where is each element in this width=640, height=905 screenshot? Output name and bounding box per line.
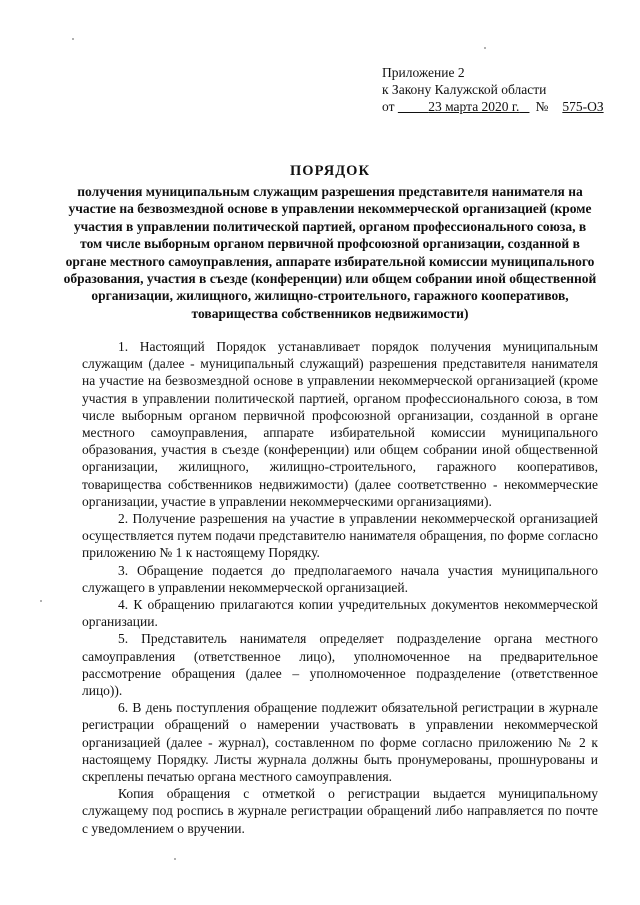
appendix-law-reference: к Закону Калужской области <box>382 82 547 97</box>
law-date <box>398 99 530 114</box>
from-label: от <box>382 99 395 114</box>
paragraph-5: 5. Представитель нанимателя определяет подразделение органа местного самоуправления (ответственное лицо), уполномоченное на предварительное рассмотрение обращения (далее – уполномоченное подразделение (ответственное лицо)). <box>82 631 598 699</box>
paragraph-2: 2. Получение разрешения на участие в управлении некоммерческой организацией осуществляется путем подачи представителю нанимателя обращения, по форме согласно приложению № 1 к настоящему Порядку. <box>82 511 598 561</box>
appendix-block <box>382 64 604 115</box>
document-body <box>82 338 598 837</box>
scan-speck <box>484 47 486 49</box>
document-heading <box>62 163 598 322</box>
paragraph-6: 6. В день поступления обращение подлежит обязательной регистрации в журнале регистрации обращений о намерении участвовать в управлении некоммерческой организацией (далее - журнал), составленном по форме согласно приложению № 2 к настоящему Порядку. Листы журнала должны быть пронумерованы, прошнурованы и скреплены печатью органа местного самоуправления. <box>82 700 598 785</box>
document-title: ПОРЯДОК <box>290 163 370 179</box>
paragraph-3: 3. Обращение подается до предполагаемого начала участия муниципального служащего в управлении некоммерческой организацией. <box>82 562 598 595</box>
paragraph-7: Копия обращения с отметкой о регистрации выдается муниципальному служащему под роспись в журнале регистрации обращений либо направляется по почте с уведомлением о вручении. <box>82 786 598 836</box>
appendix-date-line <box>382 98 604 115</box>
appendix-title: Приложение 2 <box>382 65 465 80</box>
scan-speck <box>72 38 74 40</box>
law-date-value: 23 марта 2020 г. <box>428 99 520 114</box>
number-label: № <box>535 99 549 114</box>
paragraph-4: 4. К обращению прилагаются копии учредительных документов некоммерческой организации. <box>82 597 598 630</box>
document-subtitle: получения муниципальным служащим разрешения представителя нанимателя на участие на безвозмездной основе в управлении некоммерческой организацией (кроме участия в управлении политической партией, органом профессионального союза, в том числе выборным органом первичной профсоюзной организации, созданной в органе местного самоуправления, аппарате избирательной комиссии муниципального образования, участия в съезде (конференции) или общем собрании иной общественной организации, жилищного, жилищно-строительного, гаражного кооперативов, товарищества собственников недвижимости) <box>63 184 597 321</box>
scan-speck <box>40 600 42 602</box>
scan-speck <box>174 858 176 860</box>
law-number: 575-ОЗ <box>562 99 604 114</box>
paragraph-1: 1. Настоящий Порядок устанавливает порядок получения муниципальным служащим (далее - муниципальный служащий) разрешения представителя нанимателя на участие на безвозмездной основе в управлении некоммерческой организацией (кроме участия в управлении политической партией, органом профессионального союза, в том числе выборным органом первичной профсоюзной организации, созданной в органе местного самоуправления, аппарате избирательной комиссии муниципального образования, участия в съезде (конференции) или общем собрании иной общественной организации, жилищного, жилищно-строительного, гаражного кооперативов, товарищества собственников недвижимости) (далее соответственно - некоммерческие организации, участие в управлении некоммерческими организациями). <box>82 339 598 509</box>
